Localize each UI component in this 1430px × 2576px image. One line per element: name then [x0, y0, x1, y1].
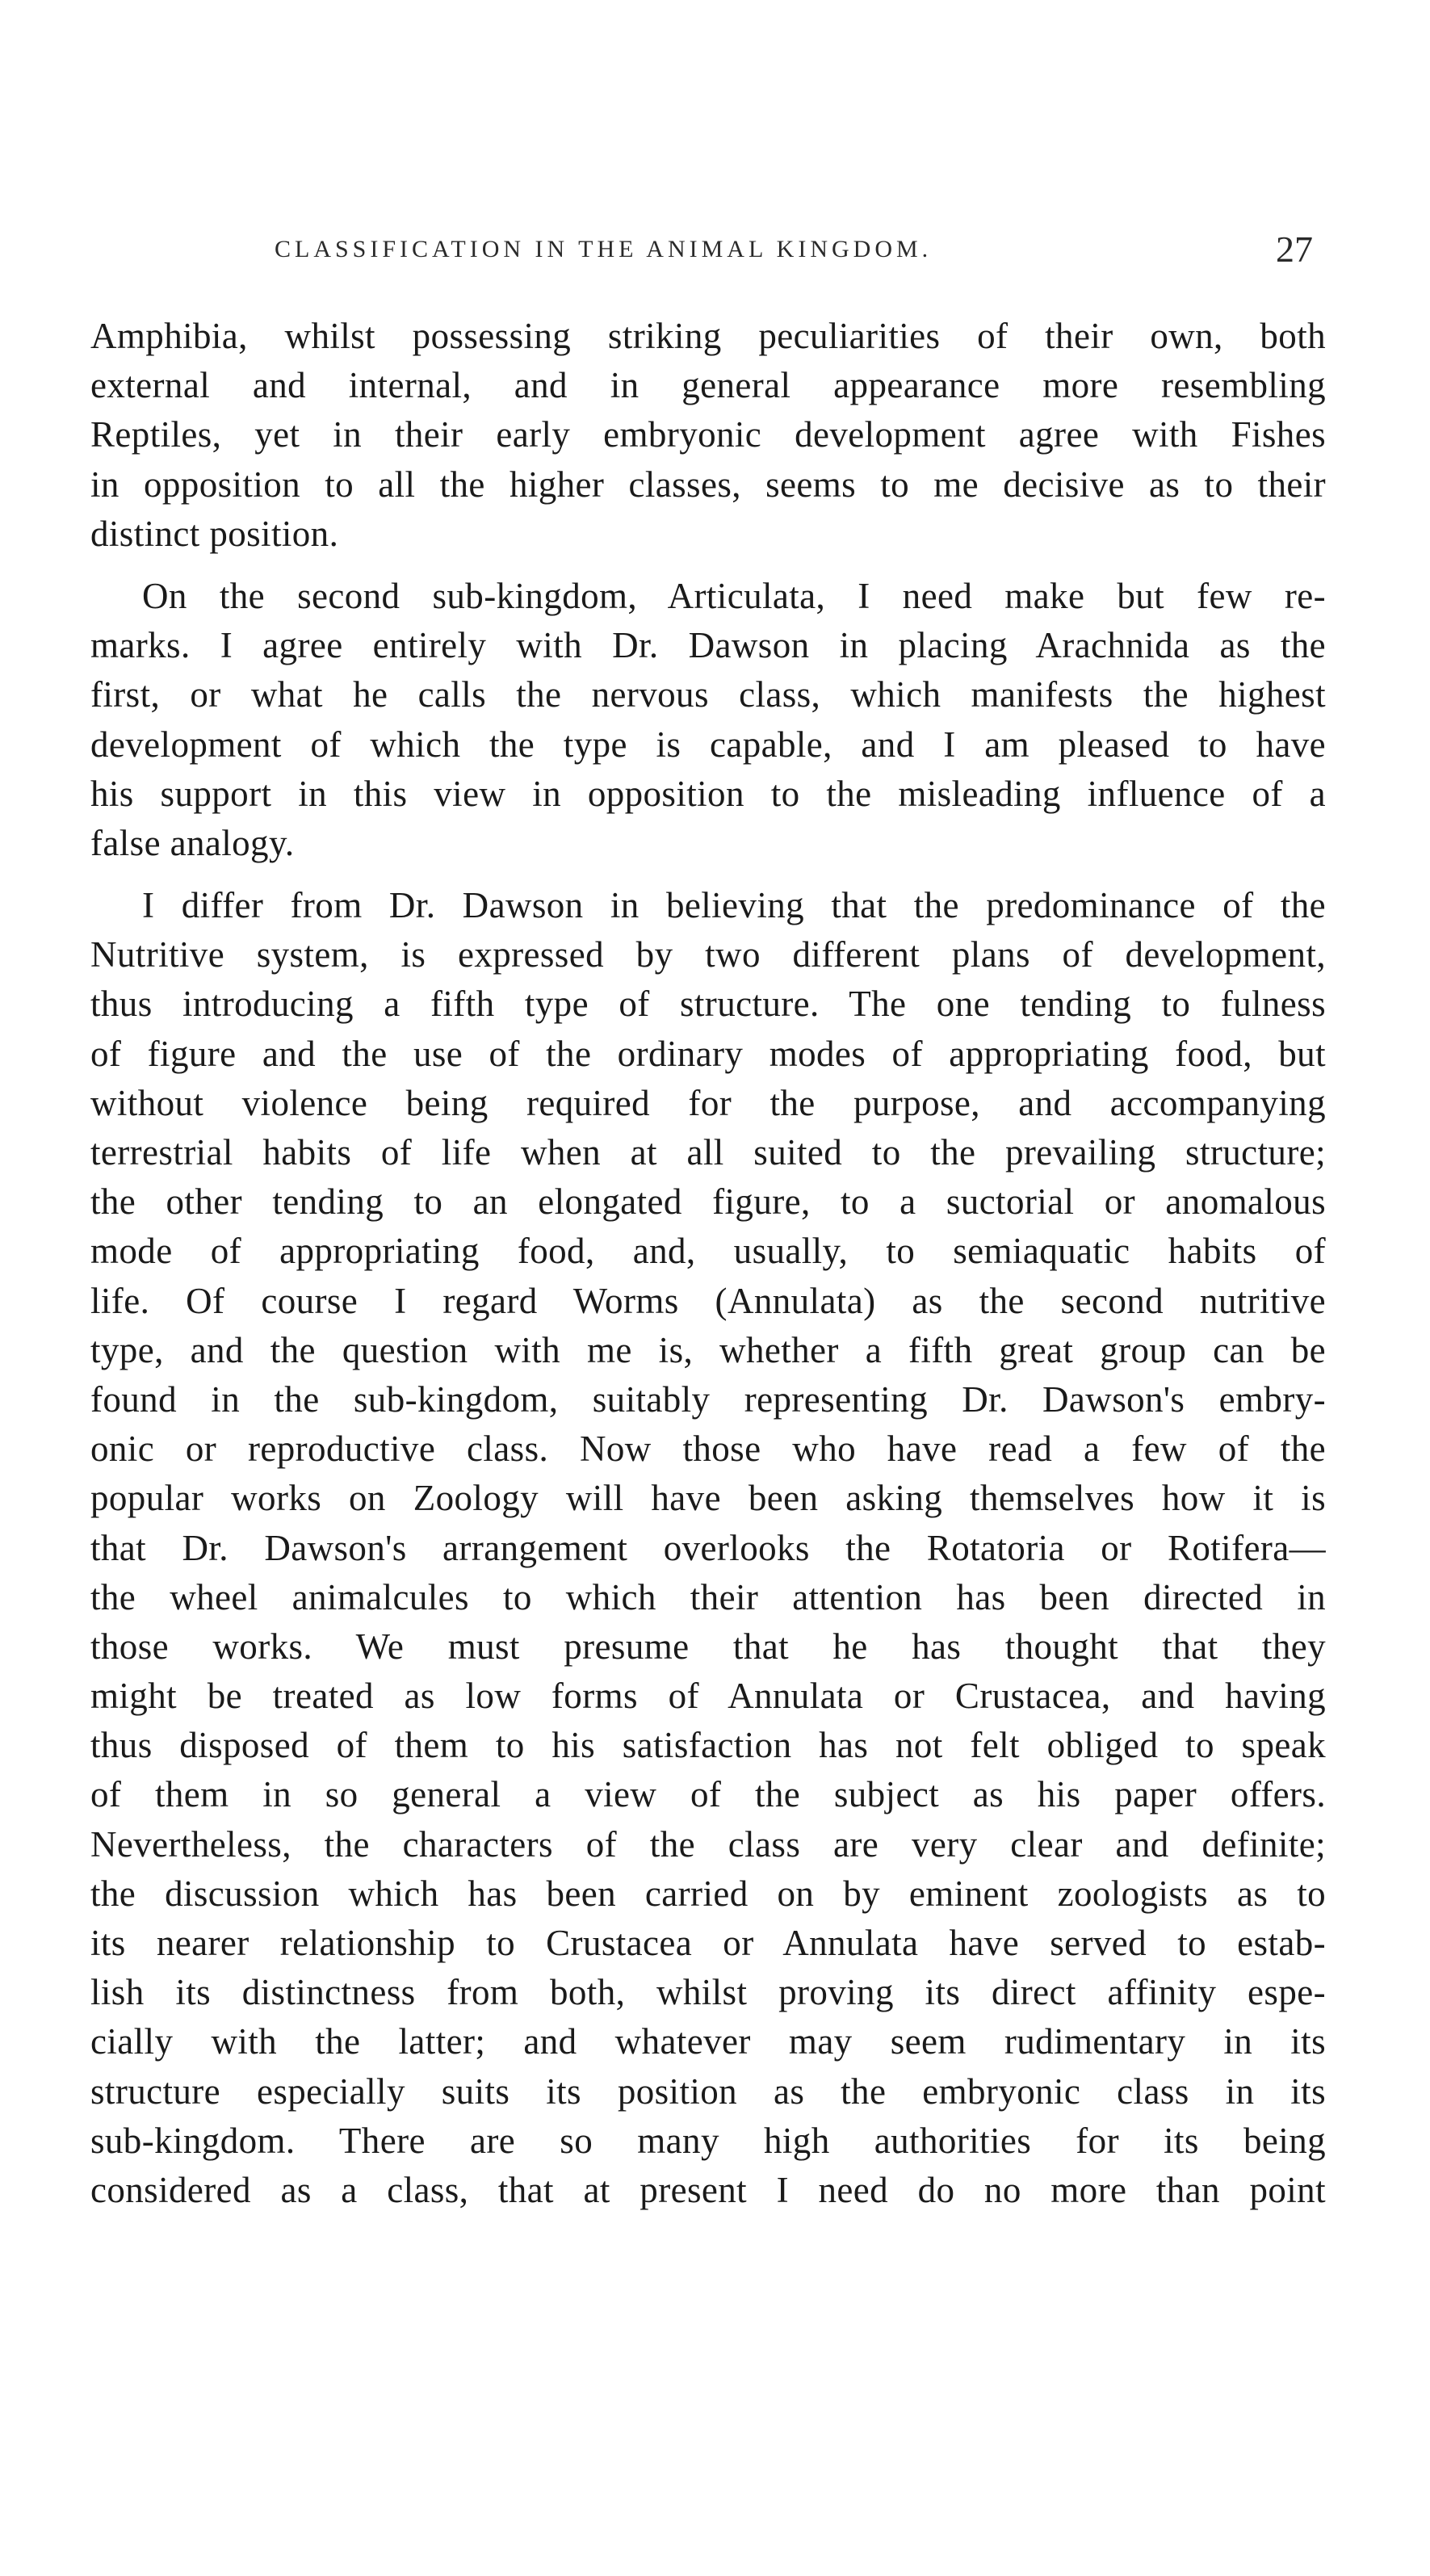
text-line: Reptiles, yet in their early embryonic development agree with Fishes: [90, 414, 1326, 455]
text-line: considered as a class, that at present I need do no more than point: [90, 2169, 1326, 2210]
text-line: life. Of course I regard Worms (Annulata) as the second nutritive: [90, 1280, 1326, 1321]
paragraph: [90, 881, 1326, 2215]
text-line: found in the sub-kingdom, suitably representing Dr. Dawson's embry-: [90, 1378, 1326, 1420]
text-line: the other tending to an elongated figure, to a suctorial or anomalous: [90, 1181, 1326, 1223]
text-line: those works. We must presume that he has thought that they: [90, 1626, 1326, 1667]
paragraph: [90, 312, 1326, 559]
text-line: in opposition to all the higher classes, seems to me decisive as to their: [90, 464, 1326, 505]
text-line: false analogy.: [90, 822, 295, 863]
text-line: might be treated as low forms of Annulata or Crustacea, and having: [90, 1676, 1326, 1717]
text-line: the discussion which has been carried on by eminent zoologists as to: [90, 1873, 1326, 1914]
text-line: terrestrial habits of life when at all suited to the prevailing structure;: [90, 1132, 1326, 1173]
text-line: onic or reproductive class. Now those who have read a few of the: [90, 1429, 1326, 1470]
text-line: I differ from Dr. Dawson in believing that the predominance of the: [142, 885, 1326, 926]
paragraph: [90, 572, 1326, 868]
text-line: sub-kingdom. There are so many high authorities for its being: [90, 2120, 1326, 2161]
text-line: of them in so general a view of the subject as his paper offers.: [90, 1774, 1326, 1815]
text-line: Amphibia, whilst possessing striking peculiarities of their own, both: [90, 316, 1326, 356]
text-line: without violence being required for the purpose, and accompanying: [90, 1082, 1326, 1123]
text-line: his support in this view in opposition to the misleading influence of a: [90, 773, 1326, 814]
text-line: thus introducing a fifth type of structure. The one tending to fulness: [90, 984, 1326, 1025]
text-line: Nutritive system, is expressed by two different plans of development,: [90, 934, 1326, 975]
text-line: thus disposed of them to his satisfaction has not felt obliged to speak: [90, 1725, 1326, 1766]
text-line: popular works on Zoology will have been asking themselves how it is: [90, 1478, 1326, 1519]
text-line: Nevertheless, the characters of the class are very clear and definite;: [90, 1823, 1326, 1865]
text-line: distinct position.: [90, 513, 339, 554]
text-line: development of which the type is capable, and I am pleased to have: [90, 724, 1326, 765]
text-line: cially with the latter; and whatever may seem rudimentary in its: [90, 2021, 1326, 2062]
text-line: external and internal, and in general appearance more resembling: [90, 365, 1326, 406]
text-line: marks. I agree entirely with Dr. Dawson in placing Arachnida as the: [90, 625, 1326, 666]
text-line: type, and the question with me is, whether a fifth great group can be: [90, 1329, 1326, 1370]
text-line: mode of appropriating food, and, usually, to semiaquatic habits of: [90, 1231, 1326, 1272]
text-line: that Dr. Dawson's arrangement overlooks the Rotatoria or Rotifera—: [90, 1527, 1326, 1568]
text-line: its nearer relationship to Crustacea or Annulata have served to estab-: [90, 1923, 1326, 1963]
text-line: of figure and the use of the ordinary modes of appropriating food, but: [90, 1033, 1326, 1074]
text-line: On the second sub-kingdom, Articulata, I need make but few re-: [142, 575, 1326, 616]
text-line: structure especially suits its position as the embryonic class in its: [90, 2070, 1326, 2112]
page-number: 27: [1276, 229, 1313, 270]
text-line: lish its distinctness from both, whilst proving its direct affinity espe-: [90, 1972, 1326, 2013]
body-text: [90, 312, 1326, 2215]
running-head: CLASSIFICATION IN THE ANIMAL KINGDOM.: [275, 236, 933, 262]
text-line: the wheel animalcules to which their attention has been directed in: [90, 1576, 1326, 1617]
text-line: first, or what he calls the nervous class, which manifests the highest: [90, 674, 1326, 715]
